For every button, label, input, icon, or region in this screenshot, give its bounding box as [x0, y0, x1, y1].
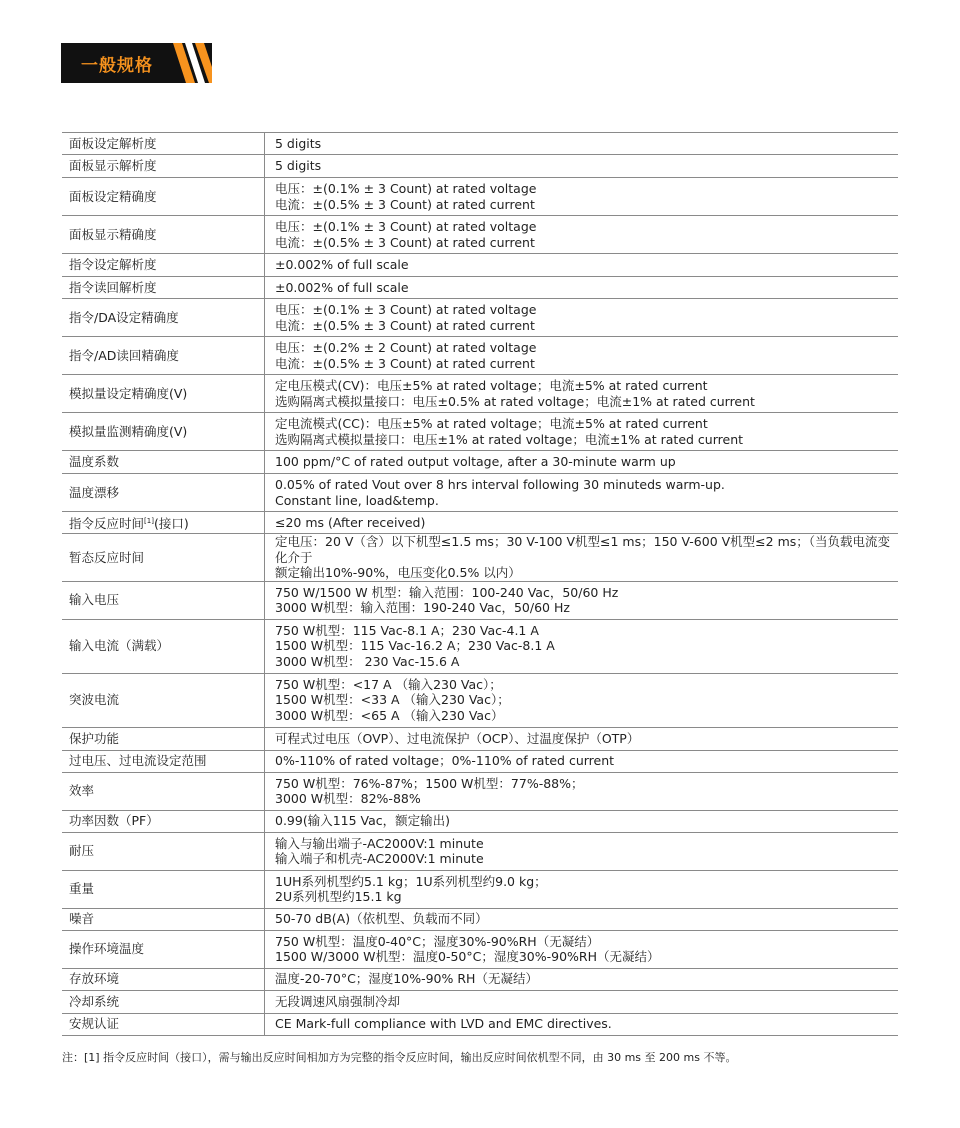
spec-value-line: 1500 W机型：<33 A （输入230 Vac）；	[275, 692, 510, 708]
spec-row	[62, 299, 898, 337]
spec-label-text: 指令反应时间	[69, 515, 145, 531]
spec-label-text: 模拟量设定精确度(V)	[69, 385, 188, 401]
stripes-logo-icon	[173, 43, 212, 83]
spec-row	[62, 375, 898, 413]
spec-row	[62, 810, 898, 832]
spec-value-line: 电压：±(0.2% ± 2 Count) at rated voltage	[275, 340, 537, 355]
spec-label	[62, 990, 265, 1013]
spec-value-line: ≤20 ms (After received)	[275, 514, 426, 530]
spec-value	[265, 810, 899, 832]
spec-label-text: 暂态反应时间	[69, 549, 145, 565]
spec-label-suffix: (接口)	[153, 515, 189, 531]
spec-value-line: 100 ppm/°C of rated output voltage, after a 30-minute warm up	[275, 454, 676, 470]
spec-label-text: 面板设定精确度	[69, 188, 157, 204]
spec-label	[62, 155, 265, 178]
spec-value-line: 选购隔离式模拟量接口：电压±1% at rated voltage；电流±1% at rated current	[275, 431, 744, 447]
spec-label	[62, 451, 265, 474]
spec-value	[265, 277, 899, 299]
spec-label-text: 重量	[69, 881, 95, 897]
spec-value-line: CE Mark-full compliance with LVD and EMC directives.	[275, 1016, 612, 1032]
spec-label	[62, 216, 265, 254]
spec-value-line: 0%-110% of rated voltage；0%-110% of rated current	[275, 753, 615, 769]
spec-value-line: 选购隔离式模拟量接口：电压±0.5% at rated voltage；电流±1% at rated current	[275, 393, 755, 409]
spec-value	[265, 413, 899, 451]
spec-value-line: 750 W机型：115 Vac-8.1 A；230 Vac-4.1 A	[275, 622, 539, 638]
spec-label	[62, 870, 265, 908]
spec-label	[62, 908, 265, 930]
spec-label-text: 温度系数	[69, 454, 120, 470]
spec-label-text: 指令设定解析度	[69, 257, 157, 273]
spec-row	[62, 673, 898, 727]
spec-label	[62, 772, 265, 810]
spec-label-text: 突波电流	[69, 692, 120, 708]
spec-value-line: 1500 W/3000 W机型：温度0-50°C；湿度30%-90%RH（无凝结）	[275, 949, 660, 964]
spec-value-line: 定电压模式(CV)：电压±5% at rated voltage；电流±5% at rated current	[275, 378, 708, 393]
spec-row	[62, 254, 898, 277]
spec-value	[265, 930, 899, 968]
spec-value-line: 定电压：20 V（含）以下机型≤1.5 ms；30 V-100 V机型≤1 ms；150 V-600 V机型≤2 ms；（当负载电流变化介于	[275, 534, 891, 565]
spec-value-line: 750 W/1500 W 机型：输入范围：100-240 Vac，50/60 Hz	[275, 584, 619, 600]
spec-label	[62, 178, 265, 216]
spec-row	[62, 870, 898, 908]
spec-value-line: 定电流模式(CC)：电压±5% at rated voltage；电流±5% at rated current	[275, 416, 708, 431]
spec-label	[62, 337, 265, 375]
spec-label	[62, 375, 265, 413]
spec-value	[265, 451, 899, 474]
spec-value	[265, 337, 899, 375]
spec-row	[62, 534, 898, 582]
spec-value-line: 电压：±(0.1% ± 3 Count) at rated voltage	[275, 219, 537, 234]
spec-label-text: 面板设定解析度	[69, 135, 157, 151]
spec-label	[62, 968, 265, 990]
spec-value-line: 输入端子和机壳-AC2000V:1 minute	[275, 851, 484, 866]
spec-label	[62, 534, 265, 582]
spec-value-line: 3000 W机型：<65 A （输入230 Vac）	[275, 707, 504, 723]
spec-value	[265, 990, 899, 1013]
spec-value-line: 2U系列机型约15.1 kg	[275, 889, 402, 904]
spec-value-line: 输入与输出端子-AC2000V:1 minute	[275, 835, 484, 851]
spec-label-text: 指令/AD读回精确度	[69, 347, 179, 363]
spec-label	[62, 254, 265, 277]
section-title: 一般规格	[81, 56, 153, 76]
spec-value	[265, 155, 899, 178]
spec-label	[62, 299, 265, 337]
spec-value-line: 5 digits	[275, 158, 322, 174]
spec-row	[62, 990, 898, 1013]
spec-value-line: 50-70 dB(A)（依机型、负载而不同）	[275, 911, 488, 927]
spec-row	[62, 155, 898, 178]
spec-label-text: 操作环境温度	[69, 941, 145, 957]
spec-label-text: 过电压、过电流设定范围	[69, 753, 207, 769]
spec-label	[62, 1013, 265, 1035]
spec-value-line: 750 W机型：温度0-40°C；湿度30%-90%RH（无凝结）	[275, 933, 600, 949]
spec-value-line: 3000 W机型：82%-88%	[275, 791, 421, 806]
spec-value	[265, 968, 899, 990]
spec-value	[265, 534, 899, 582]
spec-label-text: 指令读回解析度	[69, 279, 157, 295]
general-specs-table	[62, 132, 898, 1036]
spec-value-line: 电流：±(0.5% ± 3 Count) at rated current	[275, 196, 535, 212]
spec-row	[62, 727, 898, 750]
spec-value	[265, 474, 899, 512]
spec-label-text: 面板显示精确度	[69, 226, 157, 242]
spec-value-line: 无段调速风扇强制冷却	[275, 993, 401, 1009]
spec-value	[265, 1013, 899, 1035]
spec-value-line: 可程式过电压（OVP）、过电流保护（OCP）、过温度保护（OTP）	[275, 730, 640, 746]
spec-value-line: 3000 W机型： 230 Vac-15.6 A	[275, 653, 460, 669]
spec-row	[62, 832, 898, 870]
spec-value-line: 750 W机型：<17 A （输入230 Vac）；	[275, 676, 502, 692]
spec-label	[62, 810, 265, 832]
spec-value	[265, 908, 899, 930]
spec-value-line: 1UH系列机型约5.1 kg；1U系列机型约9.0 kg；	[275, 873, 547, 889]
section-header	[61, 43, 212, 83]
spec-value	[265, 216, 899, 254]
spec-label-text: 保护功能	[69, 730, 120, 746]
spec-label	[62, 832, 265, 870]
spec-value-line: 电流：±(0.5% ± 3 Count) at rated current	[275, 234, 535, 250]
spec-value	[265, 512, 899, 534]
spec-value-line: 电流：±(0.5% ± 3 Count) at rated current	[275, 355, 535, 371]
spec-label	[62, 581, 265, 619]
spec-row	[62, 1013, 898, 1035]
spec-label	[62, 512, 265, 534]
spec-value	[265, 772, 899, 810]
spec-value	[265, 581, 899, 619]
spec-value-line: Constant line, load&temp.	[275, 492, 439, 508]
spec-row	[62, 178, 898, 216]
spec-row	[62, 772, 898, 810]
spec-value	[265, 133, 899, 155]
spec-label-text: 功率因数（PF）	[69, 813, 159, 829]
spec-label	[62, 133, 265, 155]
spec-label	[62, 673, 265, 727]
spec-row	[62, 337, 898, 375]
spec-row	[62, 930, 898, 968]
spec-value-line: 3000 W机型：输入范围：190-240 Vac，50/60 Hz	[275, 600, 570, 615]
spec-row	[62, 619, 898, 673]
spec-label	[62, 277, 265, 299]
spec-label	[62, 930, 265, 968]
spec-label	[62, 750, 265, 772]
spec-value-line: 0.05% of rated Vout over 8 hrs interval following 30 minuteds warm-up.	[275, 477, 725, 492]
spec-row	[62, 968, 898, 990]
spec-label-text: 温度漂移	[69, 484, 120, 500]
spec-label-text: 指令/DA设定精确度	[69, 309, 179, 325]
spec-value-line: ±0.002% of full scale	[275, 279, 409, 295]
spec-value	[265, 727, 899, 750]
spec-value	[265, 673, 899, 727]
spec-value-line: 1500 W机型：115 Vac-16.2 A；230 Vac-8.1 A	[275, 638, 555, 654]
spec-value	[265, 870, 899, 908]
spec-label-text: 冷却系统	[69, 993, 120, 1009]
spec-value-line: 温度-20-70°C；湿度10%-90% RH（无凝结）	[275, 971, 538, 987]
spec-value-line: 电流：±(0.5% ± 3 Count) at rated current	[275, 317, 535, 333]
footnote: 注：[1] 指令反应时间（接口），需与输出反应时间相加方为完整的指令反应时间，输出反应时间依机型不同，由 30 ms 至 200 ms 不等。	[62, 1051, 737, 1064]
spec-label-text: 模拟量监测精确度(V)	[69, 423, 188, 439]
spec-value-line: ±0.002% of full scale	[275, 257, 409, 273]
spec-label-text: 存放环境	[69, 971, 120, 987]
spec-row	[62, 474, 898, 512]
spec-row	[62, 413, 898, 451]
spec-value	[265, 299, 899, 337]
spec-value	[265, 254, 899, 277]
spec-value	[265, 178, 899, 216]
spec-value-line: 电压：±(0.1% ± 3 Count) at rated voltage	[275, 181, 537, 196]
spec-label-text: 输入电压	[69, 592, 120, 608]
spec-label-text: 噪音	[69, 911, 95, 927]
spec-row	[62, 908, 898, 930]
spec-label-text: 耐压	[69, 843, 95, 859]
spec-row	[62, 277, 898, 299]
spec-label	[62, 474, 265, 512]
spec-label-text: 效率	[69, 783, 95, 799]
spec-label-text: 面板显示解析度	[69, 158, 157, 174]
footnote-ref: [1]	[144, 516, 154, 525]
spec-value	[265, 619, 899, 673]
spec-value-line: 5 digits	[275, 135, 322, 151]
spec-row	[62, 216, 898, 254]
spec-value-line: 额定输出10%-90%，电压变化0.5% 以内）	[275, 565, 521, 580]
spec-value-line: 电压：±(0.1% ± 3 Count) at rated voltage	[275, 302, 537, 317]
spec-row	[62, 581, 898, 619]
spec-value	[265, 832, 899, 870]
spec-row	[62, 750, 898, 772]
spec-label-text: 输入电流（满载）	[69, 638, 170, 654]
spec-row	[62, 133, 898, 155]
spec-row	[62, 512, 898, 534]
spec-label	[62, 619, 265, 673]
spec-value-line: 750 W机型：76%-87%；1500 W机型：77%-88%；	[275, 775, 584, 791]
spec-value-line: 0.99(输入115 Vac，额定输出)	[275, 813, 451, 829]
spec-label-text: 安规认证	[69, 1016, 120, 1032]
spec-row	[62, 451, 898, 474]
spec-label	[62, 413, 265, 451]
spec-value	[265, 750, 899, 772]
spec-label	[62, 727, 265, 750]
spec-value	[265, 375, 899, 413]
